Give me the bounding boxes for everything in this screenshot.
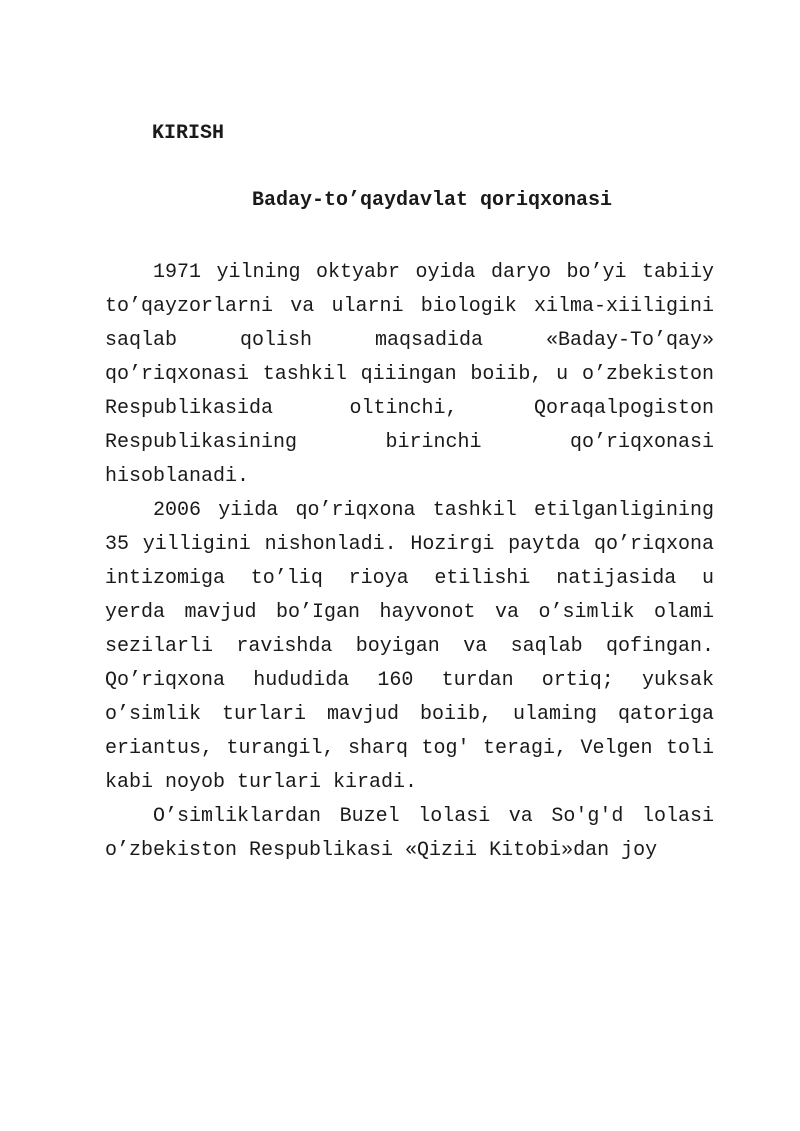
paragraph-3: O’simliklardan Buzel lolasi va So'g'd lolasi o’zbekiston Respublikasi «Qizii Kitobi»dan joy (105, 805, 714, 862)
section-heading: KIRISH (152, 122, 225, 145)
paragraph-1: 1971 yilning oktyabr oyida daryo bo’yi tabiiy to’qayzorlarni va ularni biologik xilma-xiiligini saqlab qolish maqsadida «Baday-To’qay» qo’riqxonasi tashkil qiiingan boiib, u o’zbekiston Respublikasida oltinchi, Qoraqalpogiston Respublikasining birinchi qo’riqxonasi hisoblanadi. (105, 261, 714, 488)
paragraph-2: 2006 yiida qo’riqxona tashkil etilganligining 35 yilligini nishonladi. Hozirgi paytda qo’riqxona intizomiga to’liq rioya etilishi natijasida u yerda mavjud bo’Igan hayvonot va o’simlik olami sezilarli ravishda boyigan va saqlab qofingan. Qo’riqxona hududida 160 turdan ortiq; yuksak o’simlik turlari mavjud boiib, ulaming qatoriga eriantus, turangil, sharq tog' teragi, Velgen toli kabi noyob turlari kiradi. (105, 499, 714, 794)
body-text (105, 256, 714, 868)
document-title: Baday-to’qaydavlat qoriqxonasi (251, 189, 613, 212)
